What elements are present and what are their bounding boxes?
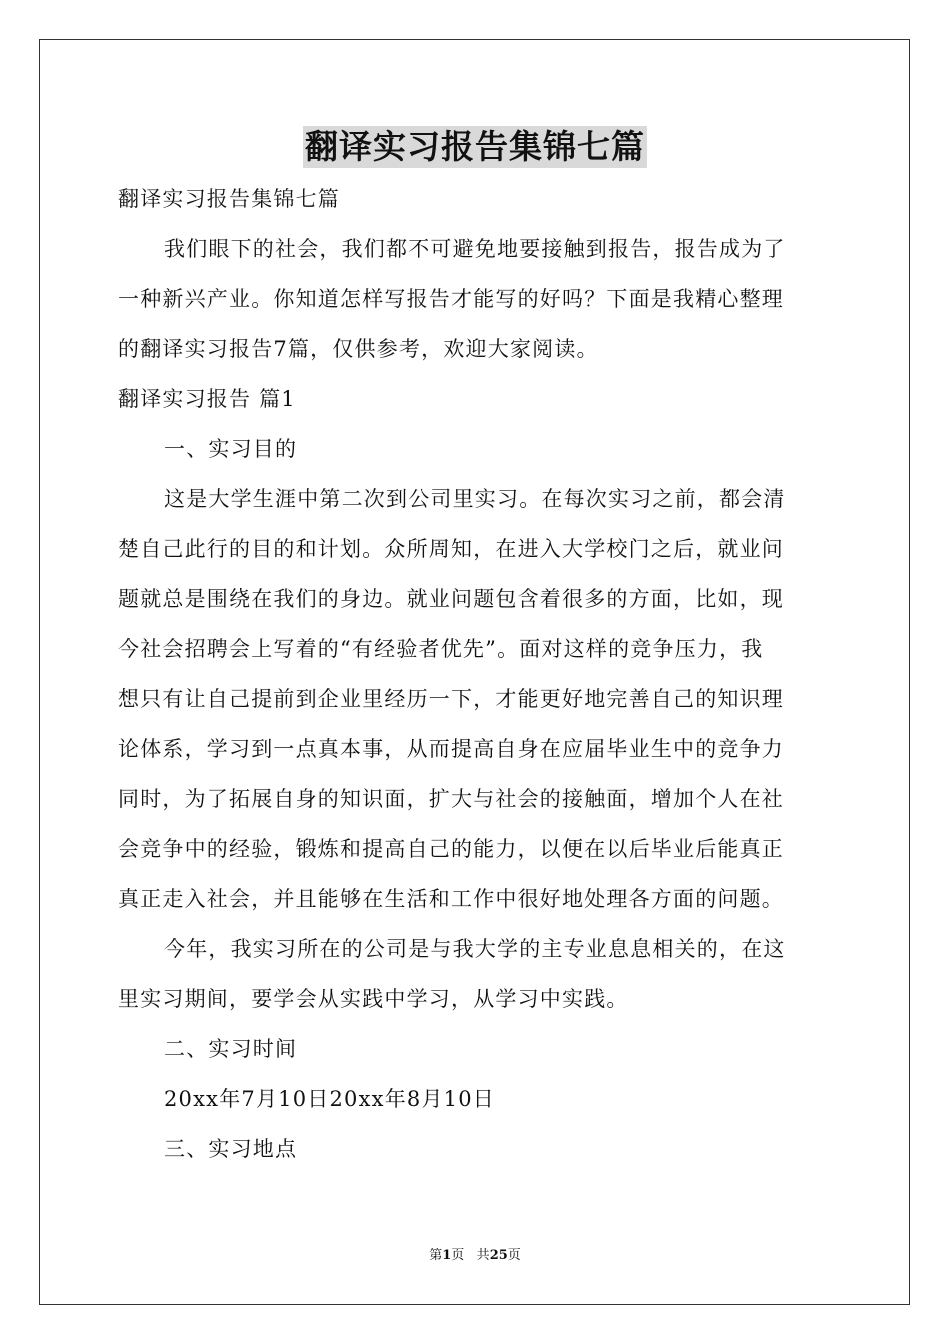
- body-paragraph-line: 同时，为了拓展自身的知识面，扩大与社会的接触面，增加个人在社: [118, 787, 784, 811]
- page-label-suffix: 页: [451, 1248, 465, 1263]
- subsection-heading: 三、实习地点: [164, 1137, 298, 1161]
- page-label-prefix: 第: [429, 1248, 443, 1263]
- section-heading: 翻译实习报告 篇1: [118, 387, 296, 411]
- body-paragraph-line: 会竞争中的经验，锻炼和提高自己的能力，以便在以后毕业后能真正: [118, 837, 784, 861]
- date-range-line: 20xx年7月10日20xx年8月10日: [164, 1087, 495, 1111]
- total-pages: 25: [489, 1248, 508, 1263]
- page-border: [39, 39, 910, 1305]
- intro-paragraph-line: 我们眼下的社会，我们都不可避免地要接触到报告，报告成为了: [164, 237, 786, 261]
- subtitle-line: 翻译实习报告集锦七篇: [118, 187, 340, 211]
- intro-paragraph-line: 一种新兴产业。你知道怎样写报告才能写的好吗？下面是我精心整理: [118, 287, 784, 311]
- body-paragraph-line: 里实习期间，要学会从实践中学习，从学习中实践。: [118, 987, 629, 1011]
- document-title: 翻译实习报告集锦七篇: [305, 127, 645, 166]
- subsection-heading: 一、实习目的: [164, 437, 298, 461]
- body-paragraph-line: 论体系，学习到一点真本事，从而提高自身在应届毕业生中的竞争力: [118, 737, 784, 761]
- body-paragraph-line: 真正走入社会，并且能够在生活和工作中很好地处理各方面的问题。: [118, 887, 784, 911]
- body-paragraph-line: 今年，我实习所在的公司是与我大学的主专业息息相关的，在这: [164, 937, 786, 961]
- page-footer: [0, 1246, 950, 1266]
- body-paragraph-line: 楚自己此行的目的和计划。众所周知，在进入大学校门之后，就业问: [118, 537, 784, 561]
- body-paragraph-line: 想只有让自己提前到企业里经历一下，才能更好地完善自己的知识理: [118, 687, 784, 711]
- page-number: 1: [442, 1248, 452, 1263]
- body-paragraph-line: 题就总是围绕在我们的身边。就业问题包含着很多的方面，比如，现: [118, 587, 784, 611]
- body-paragraph-line: 这是大学生涯中第二次到公司里实习。在每次实习之前，都会清: [164, 487, 786, 511]
- body-paragraph-line: 今社会招聘会上写着的“有经验者优先”。面对这样的竞争压力，我: [118, 637, 764, 661]
- total-label-prefix: 共: [476, 1248, 490, 1263]
- subsection-heading: 二、实习时间: [164, 1037, 298, 1061]
- total-label-suffix: 页: [507, 1248, 521, 1263]
- title-container: [0, 126, 950, 168]
- intro-paragraph-line: 的翻译实习报告7篇，仅供参考，欢迎大家阅读。: [118, 337, 599, 361]
